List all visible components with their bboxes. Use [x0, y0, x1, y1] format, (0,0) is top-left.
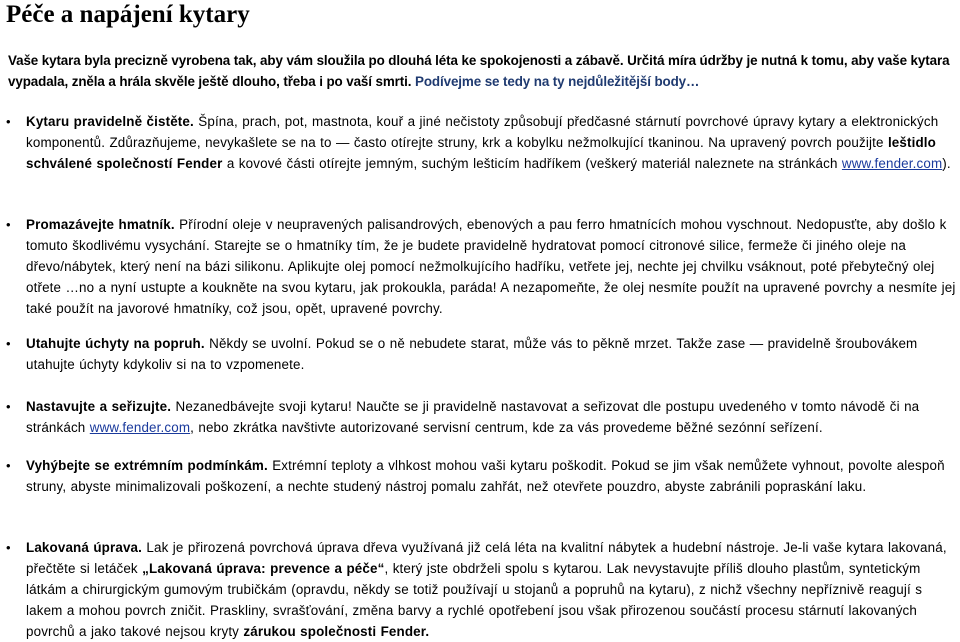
intro-text-highlight: Podívejme se tedy na ty nejdůležitější body… — [411, 74, 700, 89]
item-text: Lak je přirozená povrchová úprava dřeva využívaná již celá léta na kvalitní nábytek a hudební nástroje. Je-li vaše kytara lakovaná, přečtěte si letáček — [26, 540, 947, 576]
intro-text: Vaše kytara byla precizně vyrobena tak, aby vám sloužila po dlouhá léta ke spokojenosti a zábavě. Určitá míra údržby je nutná k tomu, aby vaše kytara vypadala, zněla a hrála skvěle ještě dlouho, třeba i po vaší smrti. — [8, 53, 950, 89]
list-item-extreme-conditions — [6, 455, 956, 497]
bullet-icon: • — [6, 114, 11, 129]
list-item-lacquer — [6, 537, 956, 642]
item-text: Nezanedbávejte svoji kytaru! Naučte se ji pravidelně nastavovat a seřizovat dle postupu uvedeného v tomto návodě či na stránkách — [26, 399, 920, 435]
item-heading: Kytaru pravidelně čistěte. — [26, 114, 194, 129]
item-text: Špína, prach, pot, mastnota, kouř a jiné nečistoty způsobují předčasné stárnutí povrchové úpravy kytary a elektronických komponentů. Zdůrazňujeme, nevykašlete se na to — často otírejte struny, krk a kobylku nežmolkující tkaninou. Na upravený povrch použijte — [26, 114, 939, 150]
item-emphasis: zárukou společnosti Fender. — [243, 624, 430, 639]
item-text: , nebo zkrátka navštivte autorizované servisní centrum, kde za vás provedeme běžné sezónní seřízení. — [190, 420, 823, 435]
item-text: a kovové části otírejte jemným, suchým lešticím hadříkem (veškerý materiál naleznete na stránkách — [222, 156, 842, 171]
item-heading: Vyhýbejte se extrémním podmínkám. — [26, 458, 268, 473]
item-text: Přírodní oleje v neupravených palisandrových, ebenových a pau ferro hmatnících mohou vyschnout. Nedopusťte, aby došlo k tomuto škodlivému vysychání. Starejte se o hmatníky tím, že je budete pravidelně hydratovat pomocí citronové silice, fermeže či jiného oleje na dřevo/nábytek, který není na bázi silikonu. Aplikujte olej pomocí nežmolkujícího hadříku, vetřete jej, nechte jej chvilku vsáknout, poté přebytečný olej otřete …no a nyní ustupte a koukněte na svou kytaru, jak prokoukla, paráda! A nezapomeňte, že olej nesmíte použít na upravené povrchy a nesmíte jej také použít na javorové hmatníky, což jsou, opět, upravené povrchy. — [26, 217, 956, 316]
item-heading: Promazávejte hmatník. — [26, 217, 175, 232]
item-text: ). — [942, 156, 951, 171]
fender-website-link[interactable]: www.fender.com — [841, 156, 943, 171]
intro-paragraph — [8, 50, 956, 92]
item-text: Někdy se uvolní. Pokud se o ně nebudete starat, může vás to pěkně mrzet. Takže zase — pravidelně šroubovákem utahujte úchyty kdykoliv si na to vzpomenete. — [26, 336, 918, 372]
fender-website-link[interactable]: www.fender.com — [89, 420, 191, 435]
item-heading: Nastavujte a seřizujte. — [26, 399, 172, 414]
item-heading: Lakovaná úprava. — [26, 540, 143, 555]
bullet-icon: • — [6, 540, 11, 555]
list-item-fretboard — [6, 214, 956, 319]
bullet-icon: • — [6, 336, 11, 351]
bullet-icon: • — [6, 399, 11, 414]
list-item-setup — [6, 396, 956, 438]
item-emphasis: „Lakovaná úprava: prevence a péče“ — [142, 561, 385, 576]
item-emphasis: leštidlo schválené společností Fender — [26, 135, 937, 171]
item-heading: Utahujte úchyty na popruh. — [26, 336, 205, 351]
page-title: Péče a napájení kytary — [6, 1, 250, 28]
list-item-strap-buttons — [6, 333, 956, 375]
bullet-icon: • — [6, 458, 11, 473]
bullet-icon: • — [6, 217, 11, 232]
item-text: , který jste obdrželi spolu s kytarou. Lak nevystavujte příliš dlouho plastům, syntetickým látkám a chirurgickým gumovým trubičkám (opravdu, někdy se totiž používají u stojanů a popruhů na kytaru), z nichž všechny nepříznivě reagují s lakem a mohou povrch zničit. Praskliny, svrašťování, změna barvy a rychlé opotřebení jsou však přirozenou součástí procesu stárnutí lakovaných povrchů a jako takové nejsou kryty — [26, 561, 923, 639]
list-item-cleaning — [6, 111, 956, 174]
item-text: Extrémní teploty a vlhkost mohou vaši kytaru poškodit. Pokud se jim však nemůžete vyhnout, povolte alespoň struny, abyste minimalizovali poškození, a nechte studený nástroj pomalu zahřát, než otevřete pouzdro, abyste zabránili popraskání laku. — [26, 458, 945, 494]
